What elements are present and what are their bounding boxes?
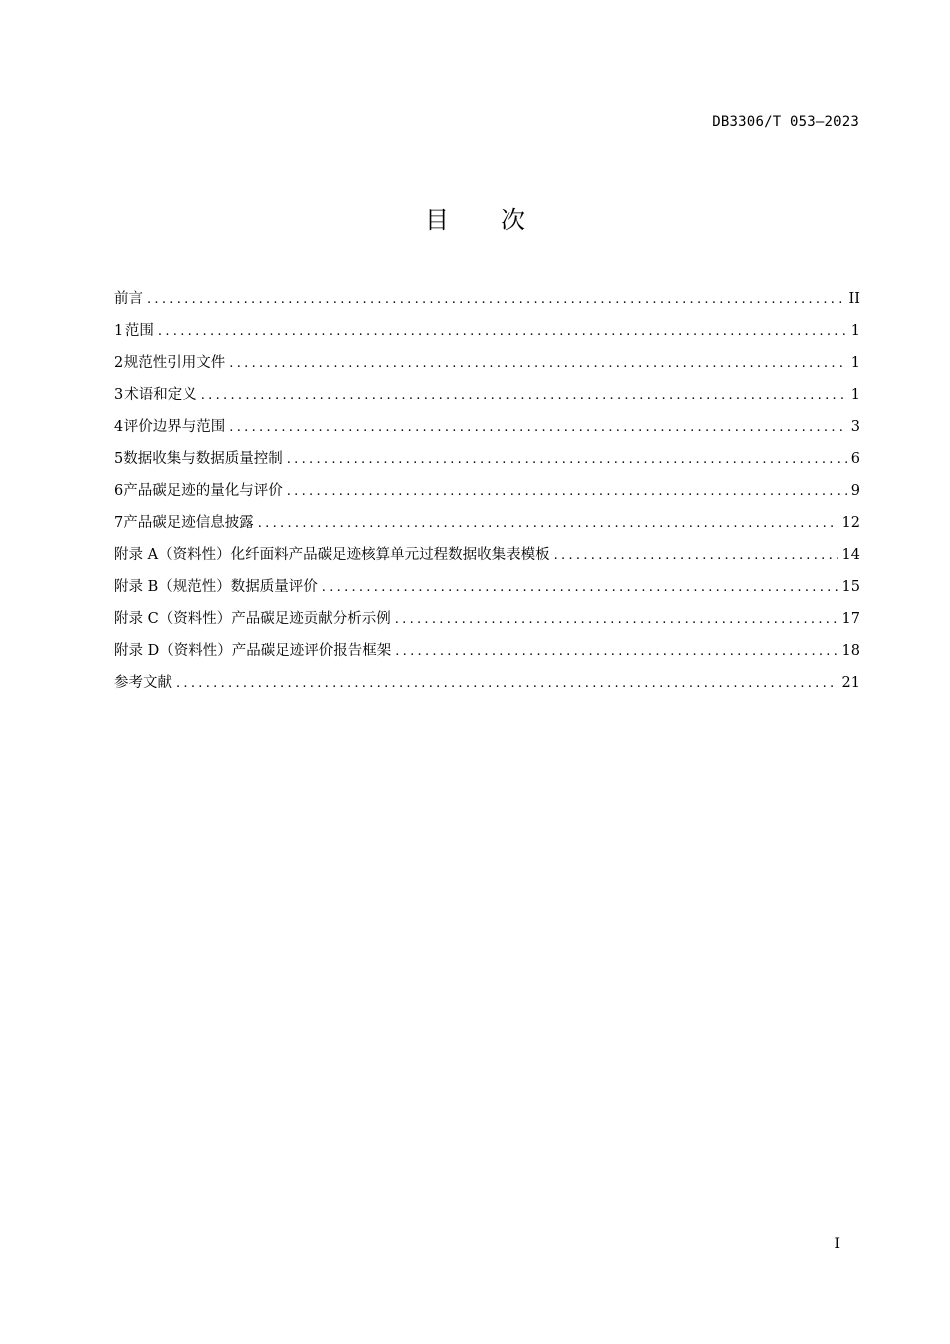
appendix-prefix: 附录 D（资料性）	[114, 643, 232, 659]
toc-entry-appendix-a[interactable]	[114, 542, 860, 574]
title-char-1: 目	[425, 206, 449, 234]
appendix-prefix: 附录 B（规范性）	[114, 579, 231, 595]
toc-entry-page: 12	[841, 515, 860, 531]
toc-entry-label: 产品碳足迹贡献分析示例	[231, 611, 391, 627]
toc-entry-number: 4	[114, 419, 124, 435]
toc-entry-appendix-c[interactable]	[114, 606, 860, 638]
toc-entry-number: 3	[114, 387, 124, 403]
dot-leader	[258, 511, 838, 537]
toc-entry-data-collection[interactable]	[114, 446, 860, 478]
dot-leader	[554, 543, 838, 569]
dot-leader	[395, 607, 838, 633]
dot-leader	[201, 383, 847, 409]
dot-leader	[158, 319, 847, 345]
toc-entry-page: 17	[841, 611, 860, 627]
toc-entry-number: 7	[114, 515, 124, 531]
toc-entry-page: 1	[850, 355, 860, 371]
toc-entry-bibliography[interactable]	[114, 670, 860, 702]
toc-entry-label: 前言	[114, 291, 143, 307]
appendix-prefix: 附录 C（资料性）	[114, 611, 232, 627]
toc-entry-number: 2	[114, 355, 124, 371]
toc-entry-disclosure[interactable]	[114, 510, 860, 542]
toc-entry-foreword[interactable]	[114, 286, 860, 318]
toc-entry-label: 产品碳足迹的量化与评价	[123, 483, 283, 499]
toc-entry-label: 产品碳足迹评价报告框架	[231, 643, 392, 659]
toc-entry-page: 6	[850, 451, 860, 467]
toc-entry-label: 数据质量评价	[230, 579, 318, 595]
toc-entry-label: 化纤面料产品碳足迹核算单元过程数据收集表模板	[230, 547, 550, 563]
toc-entry-normative-references[interactable]	[114, 350, 860, 382]
toc-entry-page: 14	[841, 547, 860, 563]
toc-entry-scope[interactable]	[114, 318, 860, 350]
toc-entry-label: 评价边界与范围	[123, 419, 226, 435]
toc-entry-number: 5	[114, 451, 124, 467]
page-title	[0, 200, 950, 235]
toc-entry-terms-definitions[interactable]	[114, 382, 860, 414]
toc-entry-page: 3	[850, 419, 860, 435]
dot-leader	[229, 351, 846, 377]
toc-entry-label: 范围	[124, 323, 154, 339]
toc-entry-label: 数据收集与数据质量控制	[123, 451, 283, 467]
toc-entry-page: 15	[841, 579, 860, 595]
toc-entry-page: 9	[850, 483, 860, 499]
toc-entry-evaluation-boundary[interactable]	[114, 414, 860, 446]
page-number: I	[834, 1236, 840, 1252]
dot-leader	[287, 479, 847, 505]
toc-entry-number: 6	[114, 483, 124, 499]
toc-entry-label: 产品碳足迹信息披露	[123, 515, 254, 531]
toc-entry-number: 1	[114, 323, 124, 339]
dot-leader	[322, 575, 838, 601]
document-code: DB3306/T 053—2023	[712, 114, 859, 130]
toc-entry-label: 术语和定义	[124, 387, 197, 403]
toc-entry-label: 参考文献	[114, 675, 172, 691]
dot-leader	[287, 447, 847, 473]
table-of-contents	[114, 286, 860, 702]
dot-leader	[229, 415, 846, 441]
toc-entry-page: 1	[850, 323, 860, 339]
toc-entry-page: 18	[841, 643, 860, 659]
toc-entry-page: 1	[850, 387, 860, 403]
toc-entry-quantification[interactable]	[114, 478, 860, 510]
appendix-prefix: 附录 A（资料性）	[114, 547, 231, 563]
dot-leader	[395, 639, 837, 665]
dot-leader	[176, 671, 838, 697]
title-char-2: 次	[501, 206, 525, 234]
toc-entry-appendix-b[interactable]	[114, 574, 860, 606]
toc-entry-page: 21	[841, 675, 860, 691]
toc-entry-label: 规范性引用文件	[123, 355, 226, 371]
toc-entry-page: II	[848, 291, 860, 307]
toc-entry-appendix-d[interactable]	[114, 638, 860, 670]
dot-leader	[147, 287, 845, 313]
